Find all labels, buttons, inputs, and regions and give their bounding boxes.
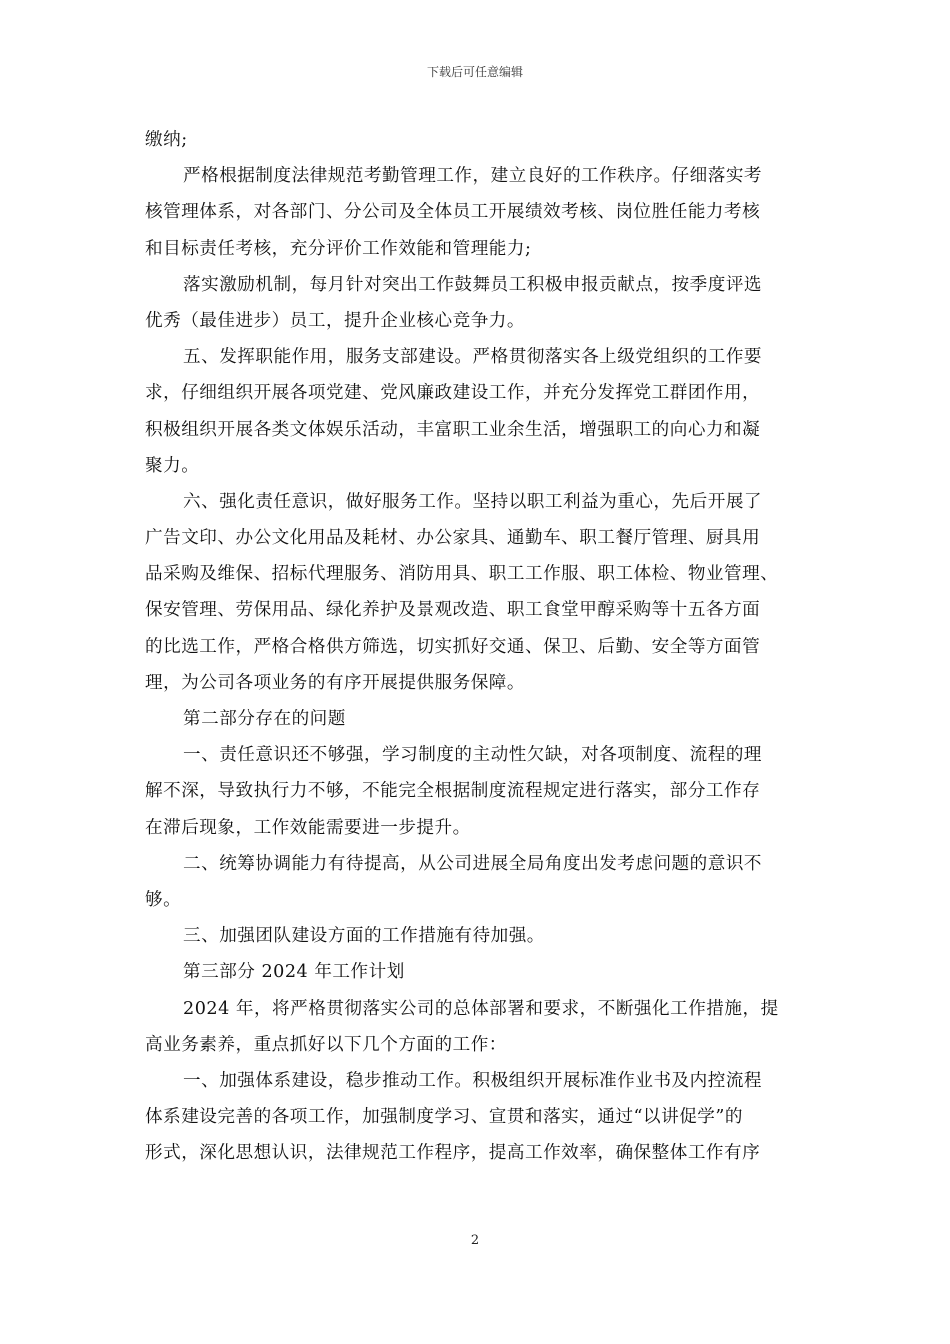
paragraph-line: 核管理体系，对各部门、分公司及全体员工开展绩效考核、岗位胜任能力考核: [145, 202, 761, 223]
paragraph-first-line: 落实激励机制，每月针对突出工作鼓舞员工积极申报贡献点，按季度评选: [183, 274, 763, 295]
paragraph-first-line: 2024 年，将严格贯彻落实公司的总体部署和要求，不断强化工作措施，提: [183, 998, 779, 1019]
page-header: 下载后可任意编辑: [426, 65, 523, 79]
paragraph-first-line: 第三部分 2024 年工作计划: [183, 962, 405, 983]
paragraph-first-line: 第二部分存在的问题: [183, 709, 346, 729]
paragraph-line: 积极组织开展各类文体娱乐活动，丰富职工业余生活，增强职工的向心力和凝: [145, 419, 761, 440]
paragraph-line: 理，为公司各项业务的有序开展提供服务保障。: [145, 672, 525, 693]
paragraph-line: 和目标责任考核，充分评价工作效能和管理能力;: [145, 238, 532, 259]
paragraph-line: 品采购及维保、招标代理服务、消防用具、职工工作服、职工体检、物业管理、: [145, 564, 779, 585]
paragraph-line: 优秀（最佳进步）员工，提升企业核心竞争力。: [145, 310, 525, 331]
paragraph-line: 体系建设完善的各项工作，加强制度学习、宣贯和落实，通过“以讲促学”的: [145, 1107, 743, 1128]
paragraph-line: 保安管理、劳保用品、绿化养护及景观改造、职工食堂甲醇采购等十五各方面: [145, 600, 761, 621]
paragraph-line: 高业务素养，重点抓好以下几个方面的工作：: [145, 1034, 507, 1055]
paragraph-line: 求，仔细组织开展各项党建、党风廉政建设工作，并充分发挥党工群团作用，: [145, 383, 761, 404]
paragraph-line: 够。: [145, 889, 182, 910]
paragraph-first-line: 三、加强团队建设方面的工作措施有待加强。: [183, 926, 545, 947]
paragraph-line: 广告文印、办公文化用品及耗材、办公家具、通勤车、职工餐厅管理、厨具用: [145, 528, 761, 549]
page-number: 2: [470, 1233, 480, 1248]
paragraph-line: 缴纳;: [145, 130, 188, 150]
paragraph-first-line: 严格根据制度法律规范考勤管理工作，建立良好的工作秩序。仔细落实考: [183, 166, 763, 187]
paragraph-line: 聚力。: [145, 455, 200, 476]
paragraph-line: 在滞后现象，工作效能需要进一步提升。: [145, 817, 471, 838]
document-body: [145, 122, 815, 1171]
paragraph-first-line: 一、加强体系建设，稳步推动工作。积极组织开展标准作业书及内控流程: [183, 1070, 763, 1091]
paragraph-line: 解不深，导致执行力不够，不能完全根据制度流程规定进行落实，部分工作存: [145, 781, 761, 802]
paragraph-first-line: 二、统筹协调能力有待提高，从公司进展全局角度出发考虑问题的意识不: [183, 853, 763, 874]
paragraph-line: 形式，深化思想认识，法律规范工作程序，提高工作效率，确保整体工作有序: [145, 1143, 761, 1164]
paragraph-first-line: 五、发挥职能作用，服务支部建设。严格贯彻落实各上级党组织的工作要: [183, 347, 763, 368]
paragraph-line: 的比选工作，严格合格供方筛选，切实抓好交通、保卫、后勤、安全等方面管: [145, 636, 761, 657]
paragraph-first-line: 六、强化责任意识，做好服务工作。坚持以职工利益为重心，先后开展了: [183, 491, 763, 512]
paragraph-first-line: 一、责任意识还不够强，学习制度的主动性欠缺，对各项制度、流程的理: [183, 745, 763, 766]
